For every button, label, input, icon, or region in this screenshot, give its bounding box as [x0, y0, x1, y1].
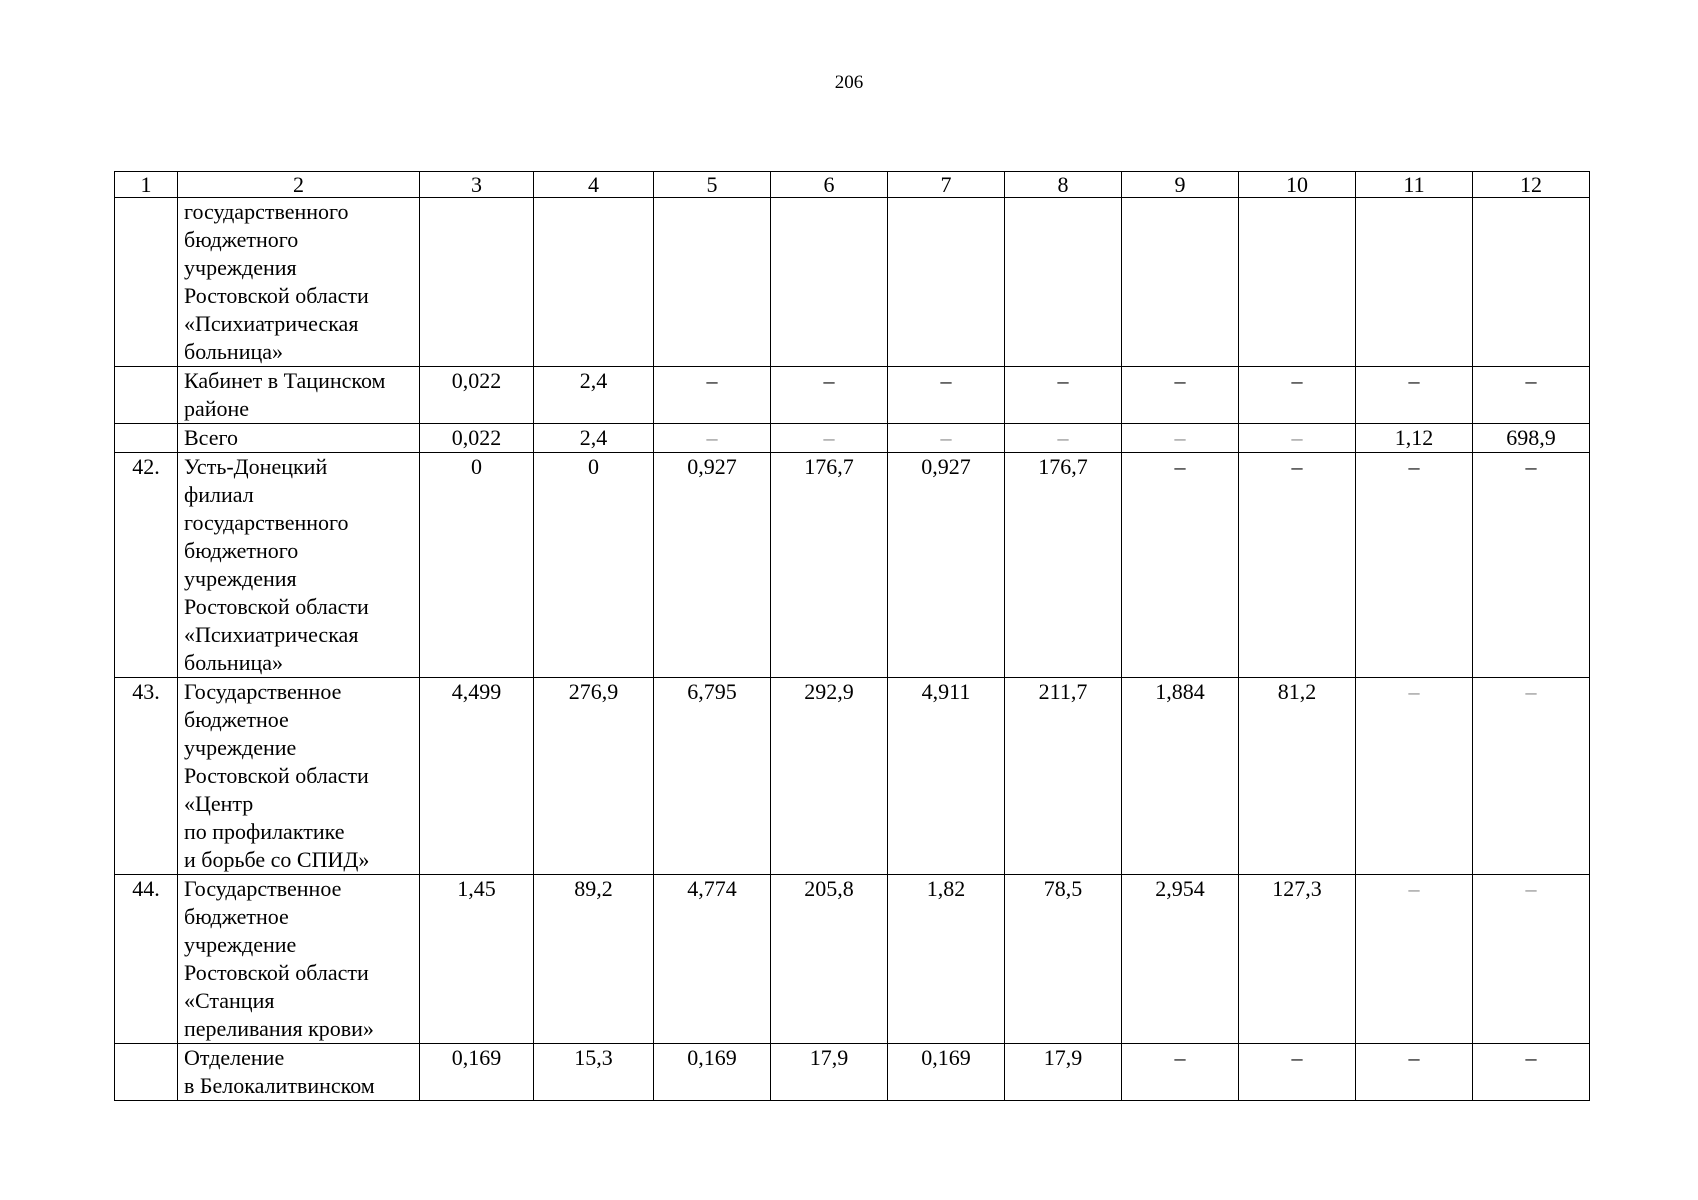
value-cell: 6,795	[654, 678, 771, 875]
institution-name: Государственное бюджетное учреждение Ростовской области «Центр по профилактике и борьбе со СПИД»	[178, 678, 420, 875]
value-cell: –	[1473, 453, 1590, 678]
value-cell: 176,7	[1005, 453, 1122, 678]
value-cell: 4,774	[654, 875, 771, 1044]
value-cell: –	[1356, 875, 1473, 1044]
col-header-12: 12	[1473, 172, 1590, 198]
value-cell: 0,169	[420, 1044, 534, 1101]
value-cell	[1473, 198, 1590, 367]
col-header-6: 6	[771, 172, 888, 198]
value-cell: 1,45	[420, 875, 534, 1044]
value-cell: 89,2	[534, 875, 654, 1044]
table-row	[115, 424, 1590, 453]
value-cell: 0,169	[654, 1044, 771, 1101]
value-cell: –	[1122, 1044, 1239, 1101]
value-cell: 1,82	[888, 875, 1005, 1044]
value-cell: 1,884	[1122, 678, 1239, 875]
col-header-11: 11	[1356, 172, 1473, 198]
value-cell: 4,499	[420, 678, 534, 875]
table-row	[115, 875, 1590, 1044]
table-row	[115, 198, 1590, 367]
col-header-8: 8	[1005, 172, 1122, 198]
row-number	[115, 198, 178, 367]
value-cell: 17,9	[771, 1044, 888, 1101]
value-cell: 17,9	[1005, 1044, 1122, 1101]
value-cell: –	[1356, 1044, 1473, 1101]
value-cell: –	[1473, 875, 1590, 1044]
row-number: 42.	[115, 453, 178, 678]
value-cell: 4,911	[888, 678, 1005, 875]
value-cell: 127,3	[1239, 875, 1356, 1044]
table-row	[115, 367, 1590, 424]
col-header-7: 7	[888, 172, 1005, 198]
value-cell: 2,4	[534, 424, 654, 453]
value-cell: 205,8	[771, 875, 888, 1044]
value-cell: –	[1122, 453, 1239, 678]
value-cell: 0,022	[420, 367, 534, 424]
value-cell: –	[1356, 678, 1473, 875]
value-cell: 292,9	[771, 678, 888, 875]
row-number: 43.	[115, 678, 178, 875]
table-row	[115, 678, 1590, 875]
value-cell: –	[771, 367, 888, 424]
value-cell	[1122, 198, 1239, 367]
row-number	[115, 424, 178, 453]
institution-name: Всего	[178, 424, 420, 453]
value-cell	[1239, 198, 1356, 367]
value-cell: –	[1239, 453, 1356, 678]
value-cell: 2,954	[1122, 875, 1239, 1044]
value-cell	[654, 198, 771, 367]
value-cell	[534, 198, 654, 367]
col-header-10: 10	[1239, 172, 1356, 198]
institution-name: Государственное бюджетное учреждение Ростовской области «Станция переливания крови»	[178, 875, 420, 1044]
data-table	[114, 171, 1590, 1101]
value-cell: –	[654, 367, 771, 424]
institution-name: Усть-Донецкий филиал государственного бюджетного учреждения Ростовской области «Психиатрическая больница»	[178, 453, 420, 678]
col-header-5: 5	[654, 172, 771, 198]
value-cell: 78,5	[1005, 875, 1122, 1044]
value-cell	[771, 198, 888, 367]
row-number: 44.	[115, 875, 178, 1044]
col-header-3: 3	[420, 172, 534, 198]
page-number: 206	[834, 72, 864, 93]
row-number	[115, 1044, 178, 1101]
value-cell: 0,169	[888, 1044, 1005, 1101]
value-cell	[888, 198, 1005, 367]
value-cell: 0,927	[654, 453, 771, 678]
value-cell: –	[888, 367, 1005, 424]
value-cell: 276,9	[534, 678, 654, 875]
value-cell: –	[771, 424, 888, 453]
value-cell: –	[654, 424, 771, 453]
value-cell: –	[1122, 424, 1239, 453]
value-cell: 15,3	[534, 1044, 654, 1101]
value-cell	[1005, 198, 1122, 367]
value-cell: –	[1239, 424, 1356, 453]
value-cell: –	[888, 424, 1005, 453]
table-row	[115, 453, 1590, 678]
value-cell	[420, 198, 534, 367]
col-header-9: 9	[1122, 172, 1239, 198]
value-cell: 176,7	[771, 453, 888, 678]
col-header-1: 1	[115, 172, 178, 198]
value-cell: –	[1356, 367, 1473, 424]
value-cell: 0,927	[888, 453, 1005, 678]
institution-name: Кабинет в Тацинском районе	[178, 367, 420, 424]
value-cell: 211,7	[1005, 678, 1122, 875]
value-cell: 81,2	[1239, 678, 1356, 875]
institution-name: Отделение в Белокалитвинском	[178, 1044, 420, 1101]
value-cell: 0	[420, 453, 534, 678]
value-cell: 2,4	[534, 367, 654, 424]
value-cell: –	[1473, 367, 1590, 424]
col-header-4: 4	[534, 172, 654, 198]
value-cell: –	[1473, 1044, 1590, 1101]
value-cell	[1356, 198, 1473, 367]
table-row	[115, 1044, 1590, 1101]
value-cell: –	[1356, 453, 1473, 678]
value-cell: –	[1122, 367, 1239, 424]
value-cell: 0,022	[420, 424, 534, 453]
value-cell: –	[1239, 367, 1356, 424]
value-cell: 1,12	[1356, 424, 1473, 453]
value-cell: –	[1239, 1044, 1356, 1101]
col-header-2: 2	[178, 172, 420, 198]
value-cell: –	[1005, 367, 1122, 424]
value-cell: –	[1005, 424, 1122, 453]
column-number-row	[115, 172, 1590, 198]
value-cell: 0	[534, 453, 654, 678]
institution-name: государственного бюджетного учреждения Ростовской области «Психиатрическая больница»	[178, 198, 420, 367]
value-cell: 698,9	[1473, 424, 1590, 453]
row-number	[115, 367, 178, 424]
value-cell: –	[1473, 678, 1590, 875]
